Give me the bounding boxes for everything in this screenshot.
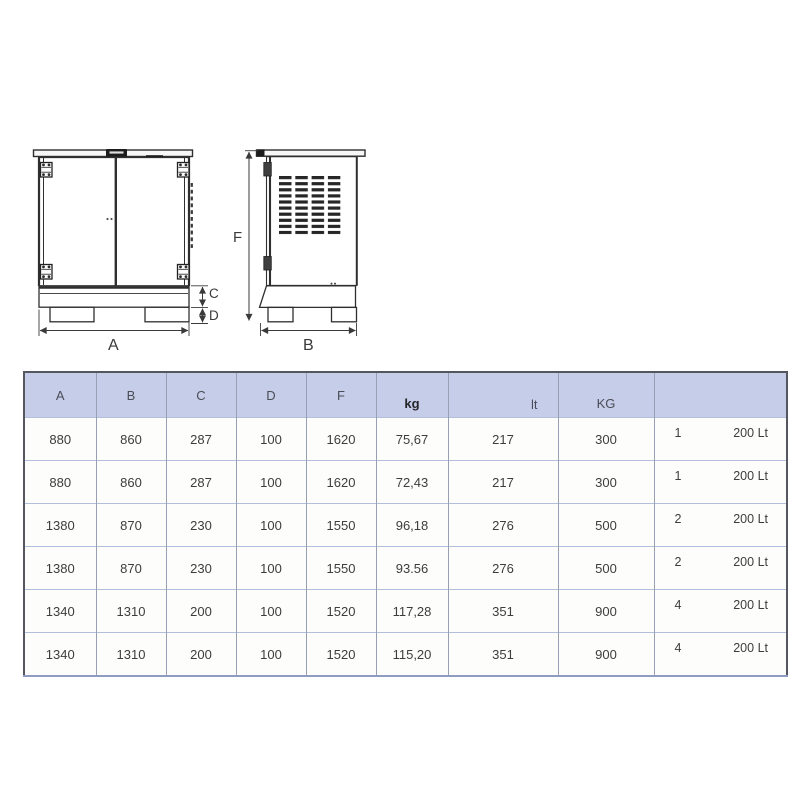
cell-a: 1380 — [24, 504, 96, 547]
cell-config — [654, 590, 787, 633]
drum-qty: 2 — [674, 555, 682, 569]
cell-config — [654, 633, 787, 677]
door-handle — [106, 218, 108, 220]
cell-kg: 72,43 — [376, 461, 448, 504]
cell-kg-capacity: 900 — [558, 590, 654, 633]
cell-d: 100 — [236, 633, 306, 677]
cell-f: 1620 — [306, 461, 376, 504]
drum-qty: 4 — [674, 641, 682, 655]
hinge-icon — [264, 163, 272, 177]
cell-f: 1620 — [306, 418, 376, 461]
dimension-labels — [108, 229, 314, 354]
cell-f: 1550 — [306, 504, 376, 547]
cell-c: 200 — [166, 590, 236, 633]
cell-d: 100 — [236, 461, 306, 504]
cell-a: 1340 — [24, 633, 96, 677]
col-header-b: B — [96, 372, 166, 418]
hinge-icon — [41, 163, 53, 178]
cell-c: 230 — [166, 504, 236, 547]
cell-kg: 117,28 — [376, 590, 448, 633]
drum-size: 200 Lt — [733, 426, 768, 440]
table-row — [24, 633, 787, 677]
cell-a: 1340 — [24, 590, 96, 633]
cell-c: 200 — [166, 633, 236, 677]
table-header-row — [24, 372, 787, 418]
cell-b: 860 — [96, 461, 166, 504]
cell-lt: 351 — [448, 590, 558, 633]
table-row — [24, 461, 787, 504]
cell-kg: 96,18 — [376, 504, 448, 547]
cell-config — [654, 418, 787, 461]
hinge-icon — [41, 265, 53, 280]
cell-a: 880 — [24, 418, 96, 461]
col-header-c: C — [166, 372, 236, 418]
cell-d: 100 — [236, 418, 306, 461]
cell-b: 870 — [96, 547, 166, 590]
dim-label-a: A — [108, 337, 119, 354]
cell-config — [654, 547, 787, 590]
cell-c: 287 — [166, 418, 236, 461]
table-row — [24, 418, 787, 461]
front-sump — [39, 286, 189, 307]
cell-kg: 75,67 — [376, 418, 448, 461]
cell-b: 860 — [96, 418, 166, 461]
col-header-kg: kg — [376, 372, 448, 418]
cell-lt: 217 — [448, 418, 558, 461]
cell-lt: 217 — [448, 461, 558, 504]
cell-kg: 115,20 — [376, 633, 448, 677]
col-header-kg-capacity: KG — [558, 372, 654, 418]
drum-qty: 2 — [674, 512, 682, 526]
cell-lt: 351 — [448, 633, 558, 677]
hinge-icon — [178, 265, 190, 280]
drum-qty: 1 — [674, 469, 682, 483]
drum-size: 200 Lt — [733, 469, 768, 483]
dim-label-f: F — [233, 229, 243, 246]
cell-kg-capacity: 500 — [558, 504, 654, 547]
col-header-config — [654, 372, 787, 418]
cell-a: 1380 — [24, 547, 96, 590]
cell-kg-capacity: 300 — [558, 461, 654, 504]
cell-b: 1310 — [96, 633, 166, 677]
louver-vents — [279, 176, 341, 234]
cell-f: 1550 — [306, 547, 376, 590]
cell-f: 1520 — [306, 590, 376, 633]
col-header-d: D — [236, 372, 306, 418]
col-header-a: A — [24, 372, 96, 418]
cell-b: 1310 — [96, 590, 166, 633]
drum-size: 200 Lt — [733, 641, 768, 655]
table-row — [24, 504, 787, 547]
dim-label-d: D — [209, 308, 219, 323]
col-header-f: F — [306, 372, 376, 418]
cell-b: 870 — [96, 504, 166, 547]
cell-kg: 93.56 — [376, 547, 448, 590]
col-header-lt: lt — [448, 372, 558, 418]
drum-size: 200 Lt — [733, 512, 768, 526]
cell-config — [654, 504, 787, 547]
front-foot — [145, 307, 189, 322]
drum-qty: 4 — [674, 598, 682, 612]
cell-lt: 276 — [448, 504, 558, 547]
side-foot — [268, 307, 293, 321]
cell-c: 230 — [166, 547, 236, 590]
table-row — [24, 547, 787, 590]
spec-table — [23, 371, 788, 677]
cell-kg-capacity: 500 — [558, 547, 654, 590]
side-lid — [257, 150, 366, 156]
cell-d: 100 — [236, 504, 306, 547]
front-view — [34, 149, 194, 322]
side-foot — [332, 307, 357, 321]
dim-label-c: C — [209, 286, 219, 301]
hinge-icon — [264, 257, 272, 271]
cell-a: 880 — [24, 461, 96, 504]
cell-d: 100 — [236, 547, 306, 590]
drum-qty: 1 — [674, 426, 682, 440]
cell-kg-capacity: 300 — [558, 418, 654, 461]
dim-label-b: B — [303, 337, 314, 354]
table-row — [24, 590, 787, 633]
cell-config — [654, 461, 787, 504]
cell-f: 1520 — [306, 633, 376, 677]
cell-lt: 276 — [448, 547, 558, 590]
cell-kg-capacity: 900 — [558, 633, 654, 677]
hinge-icon — [178, 163, 190, 178]
cell-d: 100 — [236, 590, 306, 633]
technical-drawing — [0, 0, 430, 360]
side-sump — [260, 286, 356, 308]
front-foot — [50, 307, 94, 322]
cell-c: 287 — [166, 461, 236, 504]
side-view — [257, 149, 366, 321]
drum-size: 200 Lt — [733, 555, 768, 569]
edge-vent-slots — [191, 183, 193, 248]
drum-size: 200 Lt — [733, 598, 768, 612]
